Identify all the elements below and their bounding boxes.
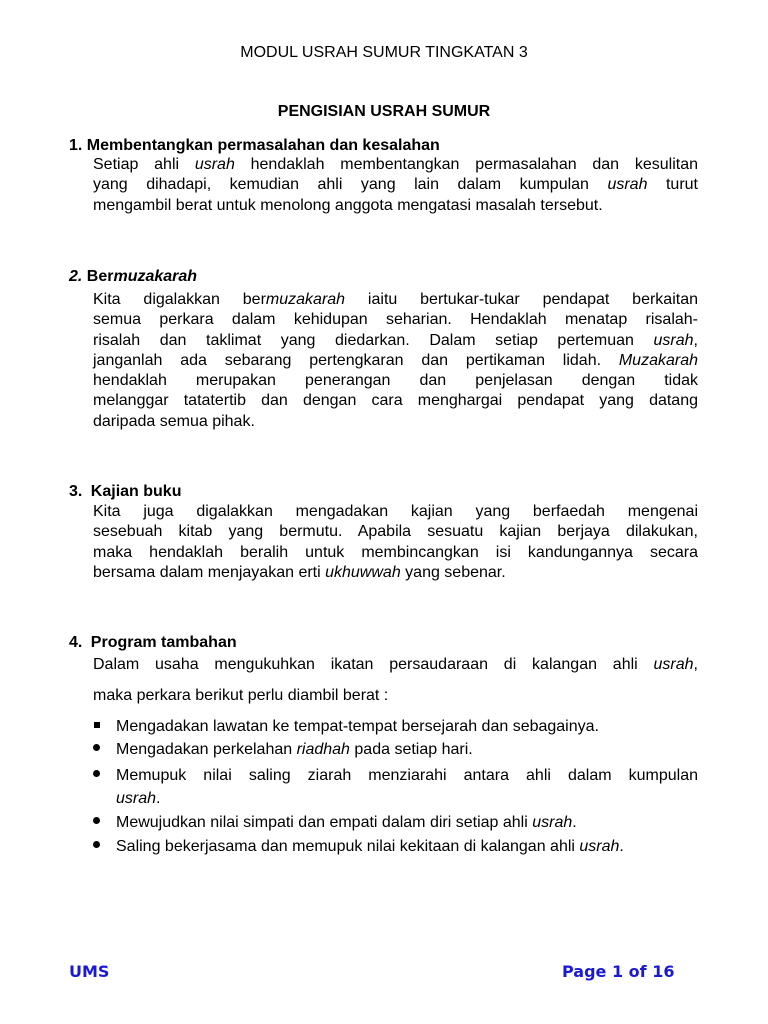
italic-term: riadhah: [296, 741, 350, 758]
paragraph-line: [93, 290, 698, 310]
bullet-line: [116, 716, 698, 739]
text-run: mengambil berat untuk menolong anggota mengatasi masalah tersebut.: [93, 196, 603, 214]
section-4-intro: [93, 655, 698, 675]
text-run: Memupuk nilai saling ziarah menziarahi antara ahli dalam kumpulan: [116, 767, 698, 784]
text-run: .: [619, 838, 624, 855]
text-run: turut: [647, 176, 698, 194]
italic-term: ukhuwwah: [325, 563, 401, 581]
text-run: janganlah ada sebarang pertengkaran dan pertikaman lidah.: [93, 351, 619, 369]
paragraph-line: [93, 175, 698, 195]
paragraph-line: [93, 155, 698, 175]
paragraph-line: [93, 412, 698, 432]
section-2-title-prefix: Ber: [86, 268, 114, 285]
italic-term: usrah: [653, 331, 694, 349]
text-run: maka hendaklah beralih untuk membincangkan isi kandungannya secara: [93, 543, 698, 561]
text-run: melanggar tatatertib dan dengan cara menghargai pendapat yang datang: [93, 392, 698, 410]
bullet-line: [116, 739, 698, 762]
footer-page-number: Page 1 of 16: [562, 962, 675, 981]
text-run: pada setiap hari.: [349, 741, 473, 758]
bullet-marker: [90, 812, 106, 835]
bullet-marker: [90, 836, 106, 859]
text-run: ,: [693, 331, 698, 349]
bullet-marker: [90, 739, 106, 762]
text-run: hendaklah merupakan penerangan dan penjelasan dengan tidak: [93, 372, 698, 390]
bullet-line: [116, 836, 698, 859]
bullet-line: [116, 788, 698, 811]
italic-term: usrah: [116, 789, 157, 807]
section-2-title-italic: muzakarah: [113, 268, 198, 285]
text-run: semua perkara dalam kehidupan seharian. Hendaklah menatap risalah-: [93, 311, 698, 329]
section-3-heading: [69, 482, 181, 502]
round-bullet-icon: [93, 841, 100, 848]
text-run: ,: [693, 656, 698, 673]
text-run: sesebuah kitab yang bermutu. Apabila sesuatu kajian berjaya dilakukan,: [93, 523, 698, 541]
header-title: MODUL USRAH SUMUR TINGKATAN 3: [240, 44, 528, 61]
bullet-text: [116, 716, 698, 739]
text-run: Mengadakan lawatan ke tempat-tempat bersejarah dan sebagainya.: [116, 718, 599, 735]
paragraph-line: [93, 522, 698, 542]
bullet-text: [116, 739, 698, 762]
italic-term: muzakarah: [265, 291, 346, 308]
paragraph-line: [93, 543, 698, 563]
round-bullet-icon: [93, 817, 100, 824]
text-run: Kita digalakkan ber: [93, 291, 266, 308]
italic-term: usrah: [532, 814, 573, 831]
square-bullet-icon: [94, 722, 100, 728]
bullet-marker: [90, 716, 106, 739]
text-run: Kita juga digalakkan mengadakan kajian yang berfaedah mengenai: [93, 503, 698, 520]
text-run: iaitu bertukar-tukar pendapat berkaitan: [345, 291, 699, 308]
text-run: hendaklah membentangkan permasalahan dan kesulitan: [234, 156, 698, 173]
text-run: Setiap ahli: [93, 156, 195, 173]
section-4-heading: [69, 633, 237, 653]
text-run: .: [572, 814, 577, 831]
italic-term: usrah: [579, 838, 620, 855]
bullet-line: [116, 765, 698, 788]
italic-term: usrah: [653, 656, 694, 673]
document-title: PENGISIAN USRAH SUMUR: [277, 103, 491, 120]
footer-left-text: UMS: [69, 962, 110, 981]
italic-term: usrah: [194, 156, 235, 173]
paragraph-line: [93, 351, 698, 371]
section-1-title: Membentangkan permasalahan dan kesalahan: [86, 137, 440, 154]
paragraph-line: [93, 196, 698, 216]
bullet-line: [116, 812, 698, 835]
text-run: daripada semua pihak.: [93, 412, 255, 430]
paragraph-line: [93, 391, 698, 411]
italic-term: Muzakarah: [618, 351, 698, 369]
section-4-intro-line-1: [93, 655, 698, 675]
text-run: yang dihadapi, kemudian ahli yang lain dalam kumpulan: [93, 176, 608, 194]
round-bullet-icon: [93, 744, 100, 751]
paragraph-line: [93, 331, 698, 351]
text-run: .: [156, 789, 161, 807]
round-bullet-icon: [93, 770, 100, 777]
paragraph-line: [93, 502, 698, 522]
text-run: Mengadakan perkelahan: [116, 741, 297, 758]
bullet-text: [116, 836, 698, 859]
text-run: bersama dalam menjayakan erti: [93, 563, 326, 581]
text-run: Saling bekerjasama dan memupuk nilai kekitaan di kalangan ahli: [116, 838, 580, 855]
section-4-number: 4.: [69, 634, 83, 651]
section-1-number: 1.: [69, 137, 83, 154]
section-1-paragraph: [93, 155, 698, 216]
section-3-title: Kajian buku: [90, 483, 182, 500]
text-run: risalah dan taklimat yang diedarkan. Dalam setiap pertemuan: [93, 331, 654, 349]
text-run: Dalam usaha mengukuhkan ikatan persaudaraan di kalangan ahli: [93, 656, 654, 673]
italic-term: usrah: [607, 176, 648, 194]
section-2-paragraph: [93, 290, 698, 432]
bullet-text: [116, 812, 698, 835]
text-run: yang sebenar.: [400, 563, 506, 581]
section-4-title: Program tambahan: [90, 634, 237, 651]
paragraph-line: [93, 310, 698, 330]
paragraph-line: [93, 371, 698, 391]
section-2-heading: [69, 267, 197, 287]
section-3-number: 3.: [69, 483, 83, 500]
bullet-text: [116, 765, 698, 810]
section-3-paragraph: [93, 502, 698, 583]
section-4-intro-line-2: maka perkara berikut perlu diambil berat :: [93, 687, 389, 704]
bullet-marker: [90, 765, 106, 788]
paragraph-line: [93, 563, 698, 583]
section-1-heading: [69, 136, 440, 156]
text-run: Mewujudkan nilai simpati dan empati dalam diri setiap ahli: [116, 814, 533, 831]
section-2-number: 2.: [69, 268, 83, 285]
